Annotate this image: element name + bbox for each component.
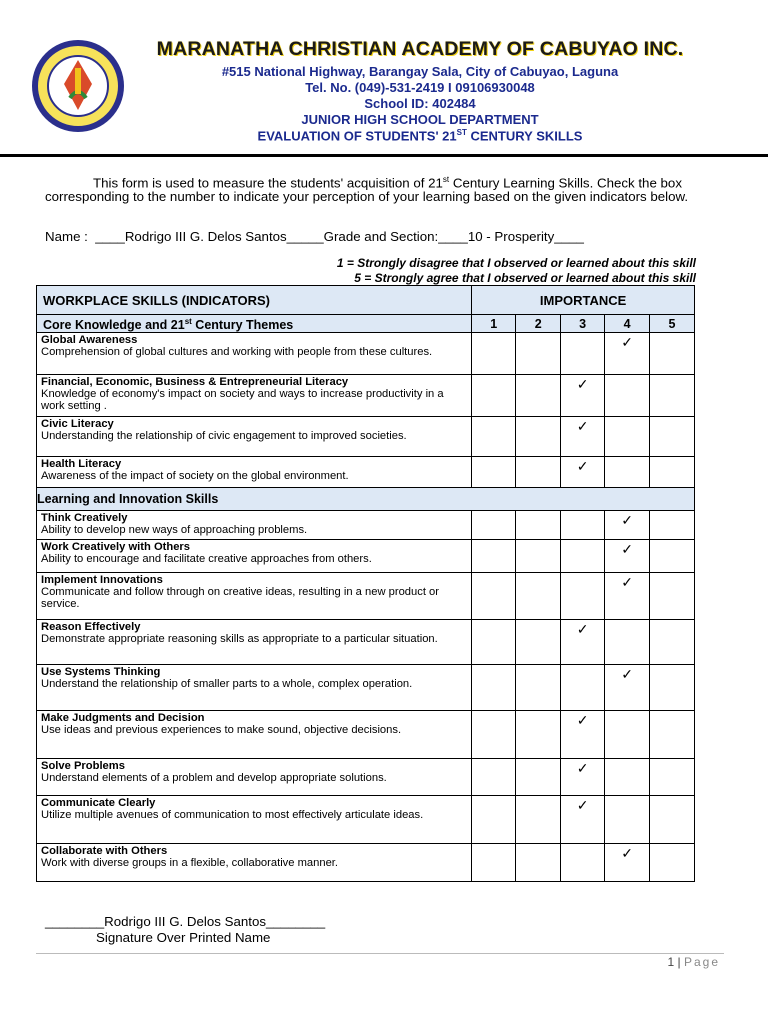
skill-title: Collaborate with Others bbox=[41, 845, 168, 858]
rating-box-1[interactable] bbox=[472, 457, 516, 488]
rating-box-2[interactable] bbox=[516, 711, 561, 759]
rating-box-2[interactable] bbox=[516, 457, 561, 488]
rating-box-3[interactable] bbox=[561, 375, 605, 417]
department-name: JUNIOR HIGH SCHOOL DEPARTMENT bbox=[301, 112, 539, 127]
checkmark-icon: ✓ bbox=[621, 666, 633, 683]
skill-title: Reason Effectively bbox=[41, 621, 141, 634]
rating-box-2[interactable] bbox=[516, 375, 561, 417]
skill-title: Implement Innovations bbox=[41, 574, 163, 587]
skill-row bbox=[37, 573, 695, 620]
skill-row bbox=[37, 620, 695, 665]
rating-box-3[interactable] bbox=[561, 844, 605, 882]
rating-box-5[interactable] bbox=[650, 573, 695, 620]
rating-box-2[interactable] bbox=[516, 333, 561, 375]
rating-box-1[interactable] bbox=[472, 711, 516, 759]
skill-row bbox=[37, 540, 695, 573]
rating-box-4[interactable] bbox=[605, 457, 650, 488]
skill-indicator bbox=[37, 457, 472, 488]
skill-description: Awareness of the impact of society on the global environment. bbox=[41, 470, 349, 483]
skill-row bbox=[37, 796, 695, 844]
page-number: 1 bbox=[667, 955, 675, 969]
checkmark-icon: ✓ bbox=[621, 574, 633, 591]
skill-description: Utilize multiple avenues of communication to most effectively articulate ideas. bbox=[41, 809, 424, 822]
core-knowledge-header: Core Knowledge and 21st Century Themes bbox=[37, 315, 472, 333]
rating-box-5[interactable] bbox=[650, 540, 695, 573]
skill-row bbox=[37, 375, 695, 417]
skill-description: Understanding the relationship of civic engagement to improved societies. bbox=[41, 430, 407, 443]
skill-indicator bbox=[37, 375, 472, 417]
learning-innovation-section-header: Learning and Innovation Skills bbox=[37, 488, 695, 511]
scale-1-header: 1 bbox=[472, 315, 516, 333]
skill-description: Ability to encourage and facilitate creative approaches from others. bbox=[41, 553, 372, 566]
checkmark-icon: ✓ bbox=[576, 797, 589, 814]
skill-indicator bbox=[37, 796, 472, 844]
rating-box-2[interactable] bbox=[516, 796, 561, 844]
skill-row bbox=[37, 457, 695, 488]
scale-3-header: 3 bbox=[561, 315, 605, 333]
skill-indicator bbox=[37, 573, 472, 620]
rating-box-3[interactable] bbox=[561, 333, 605, 375]
rating-box-4[interactable] bbox=[605, 711, 650, 759]
evaluation-title: EVALUATION OF STUDENTS' 21ST CENTURY SKILLS bbox=[257, 128, 583, 144]
rating-box-4[interactable] bbox=[605, 511, 650, 540]
skill-description: Knowledge of economy's impact on society and ways to increase productivity in a work setting . bbox=[41, 388, 444, 413]
rating-box-4[interactable] bbox=[605, 796, 650, 844]
skill-indicator bbox=[37, 620, 472, 665]
footer-divider bbox=[36, 953, 724, 954]
rating-box-1[interactable] bbox=[472, 333, 516, 375]
skill-row bbox=[37, 844, 695, 882]
checkmark-icon: ✓ bbox=[576, 418, 589, 435]
skill-title: Health Literacy bbox=[41, 458, 122, 471]
skill-indicator bbox=[37, 540, 472, 573]
skill-indicator bbox=[37, 511, 472, 540]
skill-description: Understand elements of a problem and develop appropriate solutions. bbox=[41, 772, 387, 785]
intro-paragraph: This form is used to measure the students' acquisition of 21st Century Learning Skills. Check the box corresponding to the number to indicate your perception of your learning based on the given indicators below. bbox=[45, 175, 689, 205]
rating-box-1[interactable] bbox=[472, 844, 516, 882]
rating-box-2[interactable] bbox=[516, 417, 561, 457]
rating-box-3[interactable] bbox=[561, 620, 605, 665]
rating-box-5[interactable] bbox=[650, 457, 695, 488]
skill-description: Communicate and follow through on creative ideas, resulting in a new product or service. bbox=[41, 586, 439, 611]
rating-box-5[interactable] bbox=[650, 620, 695, 665]
scale-4-header: 4 bbox=[605, 315, 650, 333]
checkmark-icon: ✓ bbox=[621, 845, 633, 862]
skill-indicator bbox=[37, 844, 472, 882]
scale-2-header: 2 bbox=[516, 315, 561, 333]
skill-description: Work with diverse groups in a flexible, collaborative manner. bbox=[41, 857, 339, 870]
importance-header: IMPORTANCE bbox=[472, 286, 695, 315]
school-seal-logo bbox=[30, 38, 126, 134]
checkmark-icon: ✓ bbox=[576, 376, 589, 393]
document-header bbox=[0, 0, 768, 158]
skill-indicator bbox=[37, 665, 472, 711]
rating-box-5[interactable] bbox=[650, 759, 695, 796]
skill-row bbox=[37, 759, 695, 796]
skill-title: Use Systems Thinking bbox=[41, 666, 161, 679]
checkmark-icon: ✓ bbox=[576, 458, 589, 475]
skill-indicator bbox=[37, 333, 472, 375]
skill-description: Understand the relationship of smaller parts to a whole, complex operation. bbox=[41, 678, 413, 691]
checkmark-icon: ✓ bbox=[576, 621, 589, 638]
checkmark-icon: ✓ bbox=[621, 512, 633, 529]
skill-description: Ability to develop new ways of approaching problems. bbox=[41, 524, 308, 537]
rating-box-2[interactable] bbox=[516, 540, 561, 573]
rating-box-5[interactable] bbox=[650, 417, 695, 457]
rating-box-2[interactable] bbox=[516, 844, 561, 882]
rating-box-4[interactable] bbox=[605, 844, 650, 882]
rating-box-2[interactable] bbox=[516, 573, 561, 620]
skill-title: Work Creatively with Others bbox=[41, 541, 191, 554]
rating-box-1[interactable] bbox=[472, 759, 516, 796]
rating-box-1[interactable] bbox=[472, 796, 516, 844]
skill-row bbox=[37, 333, 695, 375]
skill-description: Demonstrate appropriate reasoning skills as appropriate to a particular situation. bbox=[41, 633, 438, 646]
school-telephone: Tel. No. (049)-531-2419 I 09106930048 bbox=[305, 80, 535, 95]
signature-caption: Signature Over Printed Name bbox=[96, 930, 271, 945]
checkmark-icon: ✓ bbox=[576, 760, 589, 777]
skill-title: Financial, Economic, Business & Entrepreneurial Literacy bbox=[41, 376, 349, 389]
header-divider bbox=[0, 154, 768, 157]
rating-box-5[interactable] bbox=[650, 844, 695, 882]
rating-box-3[interactable] bbox=[561, 796, 605, 844]
rating-box-3[interactable] bbox=[561, 711, 605, 759]
rating-box-4[interactable] bbox=[605, 333, 650, 375]
rating-box-2[interactable] bbox=[516, 511, 561, 540]
rating-box-2[interactable] bbox=[516, 620, 561, 665]
skill-row bbox=[37, 665, 695, 711]
rating-box-5[interactable] bbox=[650, 665, 695, 711]
rating-box-1[interactable] bbox=[472, 511, 516, 540]
rating-box-1[interactable] bbox=[472, 417, 516, 457]
indicators-column-header: WORKPLACE SKILLS (INDICATORS) bbox=[37, 286, 472, 315]
rating-box-4[interactable] bbox=[605, 759, 650, 796]
rating-box-4[interactable] bbox=[605, 665, 650, 711]
skill-row bbox=[37, 511, 695, 540]
rating-box-3[interactable] bbox=[561, 665, 605, 711]
skill-indicator bbox=[37, 711, 472, 759]
checkmark-icon: ✓ bbox=[621, 334, 633, 351]
rating-box-1[interactable] bbox=[472, 665, 516, 711]
rating-box-5[interactable] bbox=[650, 796, 695, 844]
rating-box-4[interactable] bbox=[605, 375, 650, 417]
skill-row bbox=[37, 417, 695, 457]
checkmark-icon: ✓ bbox=[576, 712, 589, 729]
skill-title: Communicate Clearly bbox=[41, 797, 156, 810]
school-name: MARANATHA CHRISTIAN ACADEMY OF CABUYAO INC. bbox=[156, 38, 684, 60]
student-name-line: Name : ____Rodrigo III G. Delos Santos_____Grade and Section:____10 - Prosperity____ bbox=[45, 229, 584, 244]
page-footer bbox=[667, 955, 720, 969]
skill-indicator bbox=[37, 759, 472, 796]
school-id: School ID: 402484 bbox=[364, 96, 476, 111]
school-address: #515 National Highway, Barangay Sala, City of Cabuyao, Laguna bbox=[221, 64, 619, 79]
rating-box-1[interactable] bbox=[472, 375, 516, 417]
checkmark-icon: ✓ bbox=[621, 541, 633, 558]
rating-box-4[interactable] bbox=[605, 540, 650, 573]
skills-evaluation-table bbox=[36, 285, 695, 882]
rating-box-1[interactable] bbox=[472, 620, 516, 665]
skill-title: Global Awareness bbox=[41, 334, 138, 347]
skill-title: Make Judgments and Decision bbox=[41, 712, 205, 725]
rating-box-3[interactable] bbox=[561, 417, 605, 457]
skill-title: Think Creatively bbox=[41, 512, 128, 525]
rating-box-1[interactable] bbox=[472, 540, 516, 573]
skill-title: Civic Literacy bbox=[41, 418, 114, 431]
page-label: Page bbox=[683, 955, 720, 969]
rating-box-3[interactable] bbox=[561, 759, 605, 796]
scale-legend-high: 5 = Strongly agree that I observed or learned about this skill bbox=[354, 271, 696, 285]
signature-line: ________Rodrigo III G. Delos Santos________ bbox=[45, 914, 326, 929]
page-separator: | bbox=[677, 955, 681, 969]
scale-legend-low: 1 = Strongly disagree that I observed or learned about this skill bbox=[336, 256, 696, 270]
rating-box-2[interactable] bbox=[516, 759, 561, 796]
rating-box-5[interactable] bbox=[650, 375, 695, 417]
scale-5-header: 5 bbox=[650, 315, 695, 333]
skill-title: Solve Problems bbox=[41, 760, 125, 773]
rating-box-3[interactable] bbox=[561, 457, 605, 488]
rating-box-3[interactable] bbox=[561, 511, 605, 540]
rating-box-1[interactable] bbox=[472, 573, 516, 620]
rating-box-5[interactable] bbox=[650, 333, 695, 375]
skill-description: Comprehension of global cultures and working with people from these cultures. bbox=[41, 346, 433, 359]
rating-box-2[interactable] bbox=[516, 665, 561, 711]
rating-box-4[interactable] bbox=[605, 573, 650, 620]
skill-description: Use ideas and previous experiences to make sound, objective decisions. bbox=[41, 724, 402, 737]
rating-box-5[interactable] bbox=[650, 511, 695, 540]
rating-box-4[interactable] bbox=[605, 417, 650, 457]
skill-indicator bbox=[37, 417, 472, 457]
rating-box-3[interactable] bbox=[561, 540, 605, 573]
skill-row bbox=[37, 711, 695, 759]
rating-box-5[interactable] bbox=[650, 711, 695, 759]
rating-box-4[interactable] bbox=[605, 620, 650, 665]
rating-box-3[interactable] bbox=[561, 573, 605, 620]
